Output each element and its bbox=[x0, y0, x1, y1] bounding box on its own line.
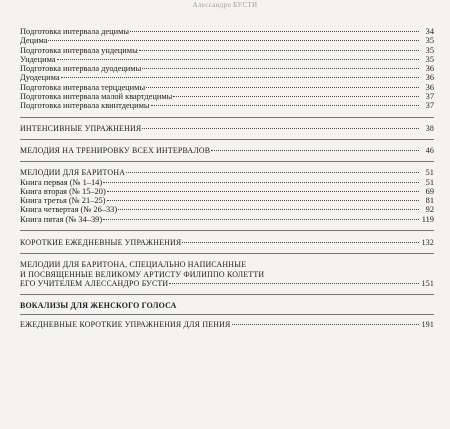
leader-dots bbox=[169, 283, 419, 284]
leader-dots bbox=[107, 200, 420, 201]
entry-line bbox=[20, 270, 434, 279]
entry-title: Книга третья (№ 21–25) bbox=[20, 196, 106, 206]
toc-entry bbox=[20, 36, 434, 45]
entry-title: Подготовка интервала дуодецимы bbox=[20, 64, 142, 74]
leader-dots bbox=[107, 191, 419, 192]
entry-page: 69 bbox=[425, 186, 434, 196]
entry-line bbox=[20, 260, 434, 269]
leader-dots bbox=[61, 77, 419, 78]
entry-page: 81 bbox=[425, 196, 434, 206]
entry-page: 35 bbox=[425, 36, 434, 46]
entry-page: 34 bbox=[425, 27, 434, 36]
entry-page: 191 bbox=[421, 319, 434, 329]
entry-title: Книга вторая (№ 15–20) bbox=[20, 186, 106, 196]
toc-entry bbox=[20, 46, 434, 55]
toc-entry-intensive bbox=[20, 124, 434, 133]
entry-title: Подготовка интервала ундецимы bbox=[20, 45, 138, 55]
leader-dots bbox=[173, 96, 419, 97]
entry-page: 36 bbox=[425, 82, 434, 92]
running-head: Алессандро БУСТИ bbox=[192, 1, 258, 9]
entry-page: 37 bbox=[425, 92, 434, 102]
toc-entry bbox=[20, 92, 434, 101]
toc-entry-melody-all bbox=[20, 146, 434, 155]
entry-title: Книга пятая (№ 34–39) bbox=[20, 214, 103, 224]
leader-dots bbox=[232, 324, 420, 325]
entry-page: 51 bbox=[425, 177, 434, 187]
entry-title: ИНТЕНСИВНЫЕ УПРАЖНЕНИЯ bbox=[20, 123, 142, 133]
entry-title-line2: И ПОСВЯЩЕННЫЕ ВЕЛИКОМУ АРТИСТУ ФИЛИППО КОЛЕТТИ bbox=[20, 269, 265, 279]
entry-title: МЕЛОДИЯ НА ТРЕНИРОВКУ ВСЕХ ИНТЕРВАЛОВ bbox=[20, 145, 211, 155]
leader-dots bbox=[142, 128, 419, 129]
leader-dots bbox=[103, 219, 419, 220]
entry-page: 35 bbox=[425, 54, 434, 64]
leader-dots bbox=[126, 172, 419, 173]
entry-title: Ундецима bbox=[20, 54, 56, 64]
leader-dots bbox=[103, 182, 419, 183]
entry-page: 46 bbox=[425, 145, 434, 155]
leader-dots bbox=[151, 105, 419, 106]
leader-dots bbox=[130, 31, 419, 32]
toc-entry-short-singing bbox=[20, 320, 434, 329]
entry-title: Подготовка интервала терцдецимы bbox=[20, 82, 146, 92]
table-of-contents bbox=[20, 27, 434, 329]
toc-entry bbox=[20, 55, 434, 64]
entry-page: 51 bbox=[425, 168, 434, 178]
leader-dots bbox=[182, 242, 419, 243]
entry-title: Децима bbox=[20, 36, 48, 46]
entry-page: 119 bbox=[421, 214, 434, 224]
intervals-block bbox=[20, 27, 434, 111]
entry-title: ВОКАЛИЗЫ ДЛЯ ЖЕНСКОГО ГОЛОСА bbox=[20, 301, 177, 311]
entry-title: Книга четвертая (№ 26–33) bbox=[20, 205, 118, 215]
entry-title: Подготовка интервала малой квартдецимы bbox=[20, 92, 173, 102]
leader-dots bbox=[118, 209, 419, 210]
toc-entry bbox=[20, 83, 434, 92]
leader-dots bbox=[48, 40, 419, 41]
entry-title: Подготовка интервала квинтдецимы bbox=[20, 101, 150, 111]
entry-title: КОРОТКИЕ ЕЖЕДНЕВНЫЕ УПРАЖНЕНИЯ bbox=[20, 238, 182, 248]
toc-entry-baritone bbox=[20, 168, 434, 177]
toc-entry bbox=[20, 64, 434, 73]
entry-title-line1: МЕЛОДИИ ДЛЯ БАРИТОНА, СПЕЦИАЛЬНО НАПИСАННЫЕ bbox=[20, 260, 247, 270]
toc-entry bbox=[20, 27, 434, 36]
entry-page: 36 bbox=[425, 64, 434, 74]
entry-page: 37 bbox=[425, 101, 434, 111]
toc-entry-vocalises bbox=[20, 301, 434, 310]
entry-page: 92 bbox=[425, 205, 434, 215]
entry-line bbox=[20, 279, 434, 288]
toc-entry-dedicated bbox=[20, 260, 434, 288]
entry-title: Подготовка интервала децимы bbox=[20, 27, 130, 36]
leader-dots bbox=[211, 150, 419, 151]
entry-title-line3: ЕГО УЧИТЕЛЕМ АЛЕССАНДРО БУСТИ bbox=[20, 278, 169, 288]
toc-entry-book bbox=[20, 215, 434, 224]
leader-dots bbox=[142, 68, 419, 69]
leader-dots bbox=[146, 87, 419, 88]
entry-title: МЕЛОДИИ ДЛЯ БАРИТОНА bbox=[20, 168, 126, 178]
toc-entry bbox=[20, 101, 434, 110]
toc-entry-book bbox=[20, 178, 434, 187]
entry-page: 151 bbox=[421, 278, 434, 288]
entry-page: 132 bbox=[421, 238, 434, 248]
entry-page: 38 bbox=[425, 123, 434, 133]
toc-entry-book bbox=[20, 196, 434, 205]
leader-dots bbox=[57, 59, 419, 60]
toc-entry-book bbox=[20, 205, 434, 214]
entry-title: Книга первая (№ 1–14) bbox=[20, 177, 103, 187]
entry-title: ЕЖЕДНЕВНЫЕ КОРОТКИЕ УПРАЖНЕНИЯ ДЛЯ ПЕНИЯ bbox=[20, 319, 231, 329]
toc-entry-short-daily bbox=[20, 238, 434, 247]
leader-dots bbox=[139, 50, 419, 51]
entry-page: 35 bbox=[425, 45, 434, 55]
entry-page: 36 bbox=[425, 73, 434, 83]
toc-entry-book bbox=[20, 187, 434, 196]
entry-title: Дуодецима bbox=[20, 73, 60, 83]
toc-entry bbox=[20, 73, 434, 82]
